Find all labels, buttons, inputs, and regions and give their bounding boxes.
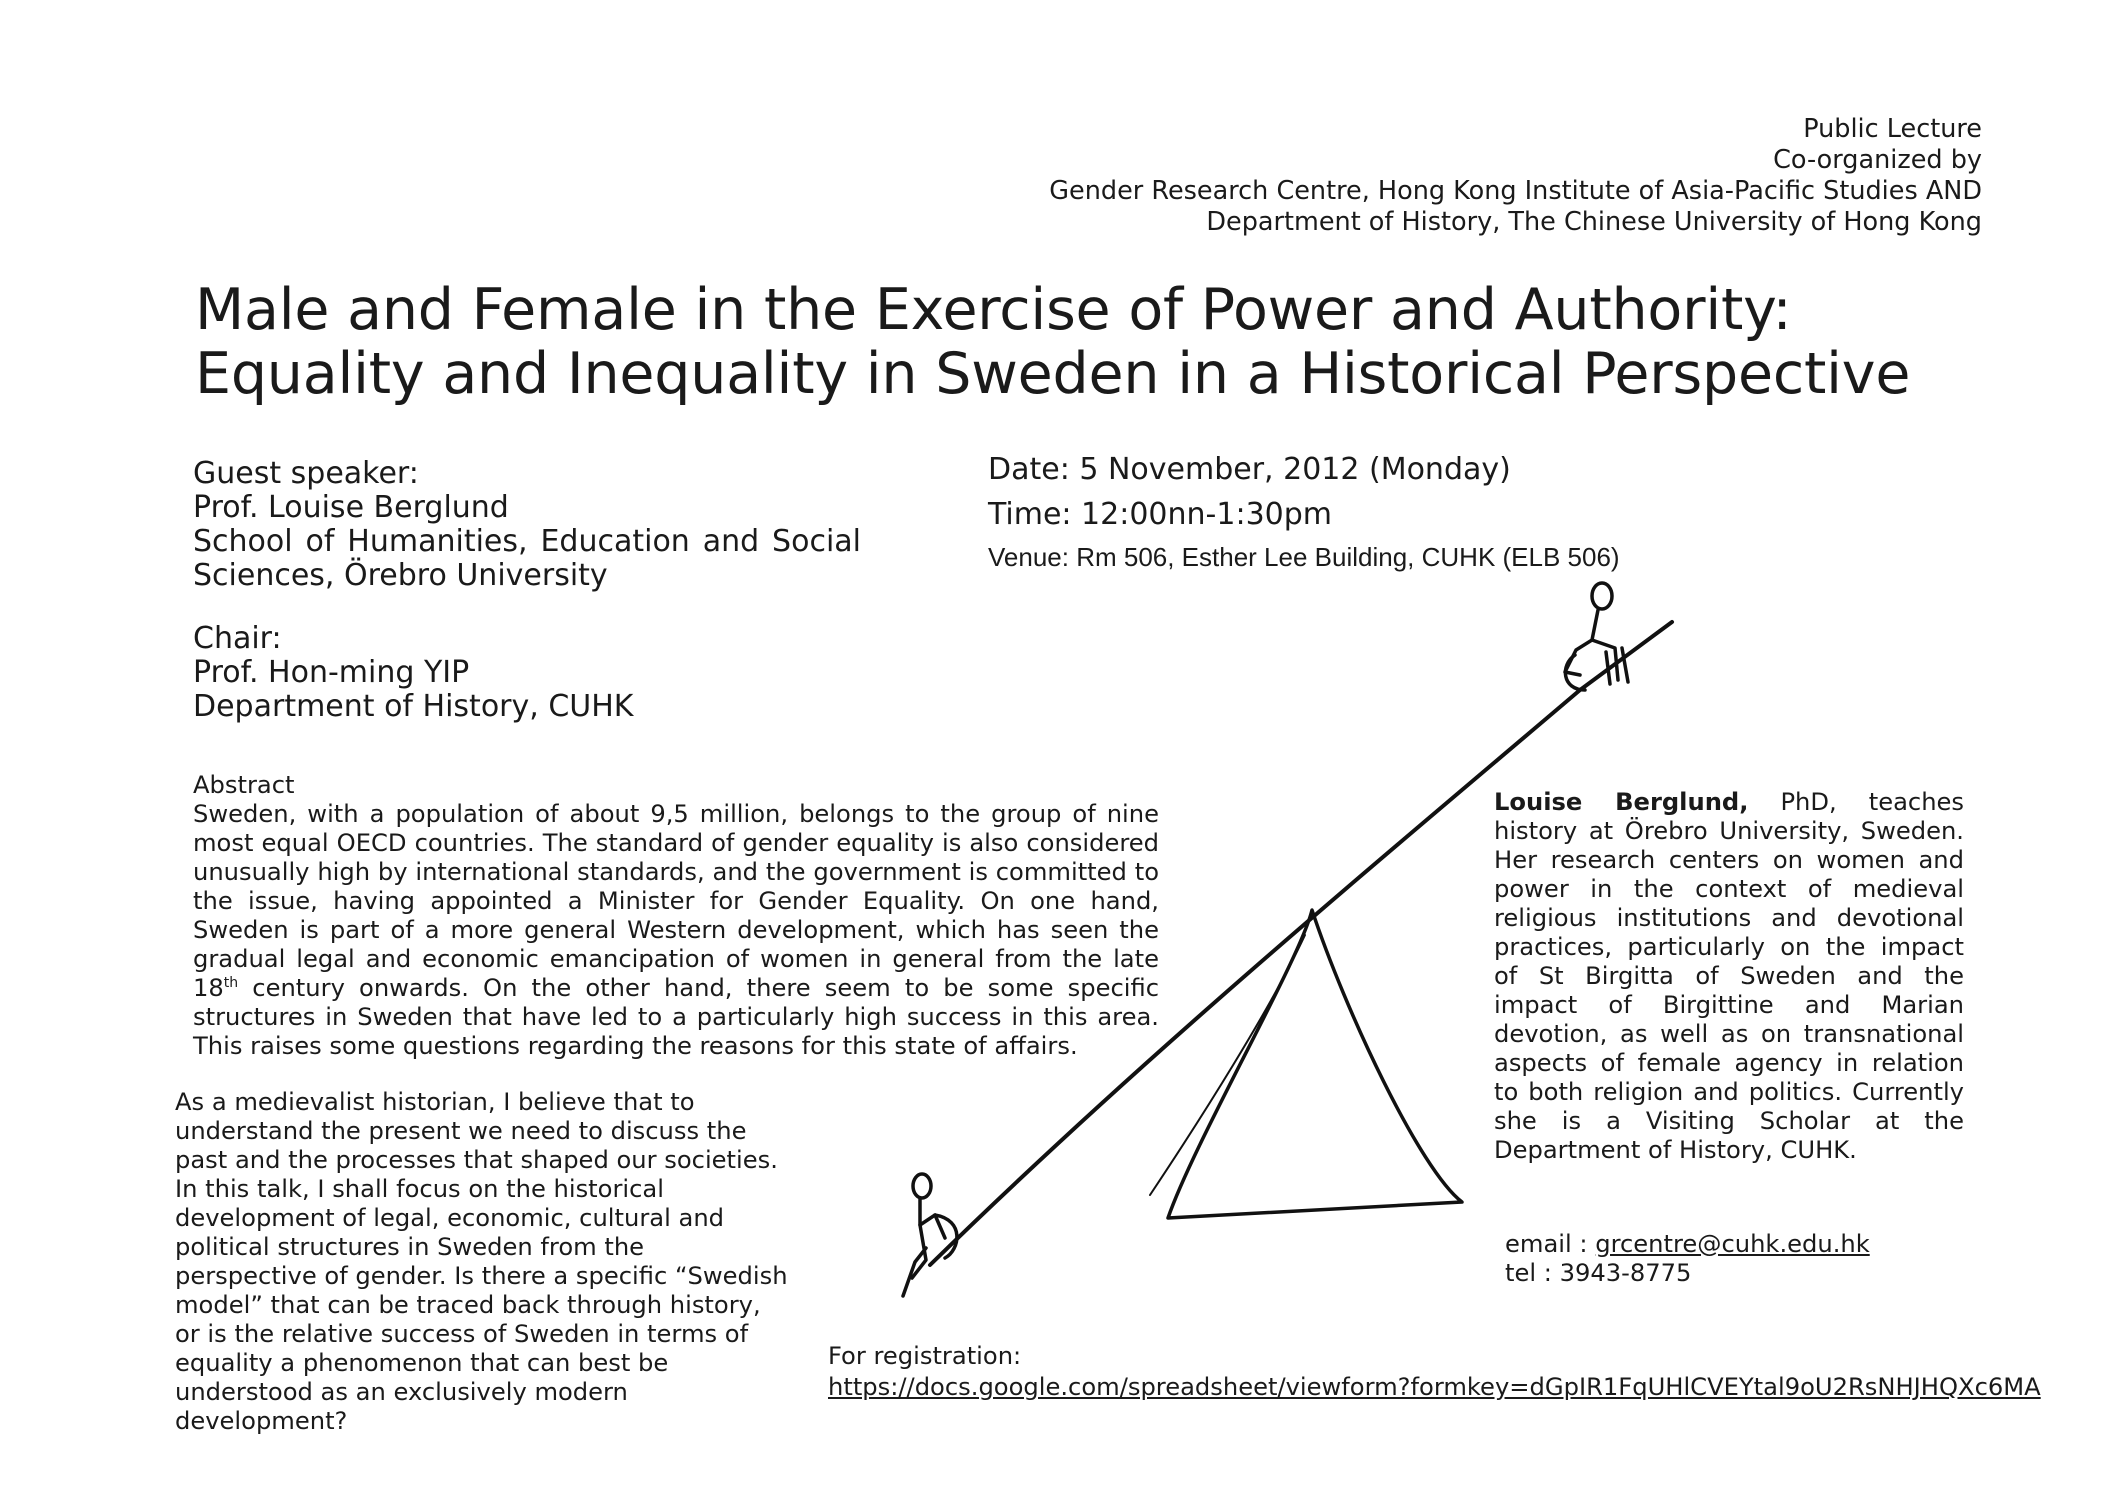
chair-name: Prof. Hon-ming YIP xyxy=(193,655,470,690)
speaker-name: Prof. Louise Berglund xyxy=(193,490,509,525)
header-line-4: Department of History, The Chinese University of Hong Kong xyxy=(1206,207,1982,237)
title-line-2: Equality and Inequality in Sweden in a Historical Perspective xyxy=(195,341,1911,407)
upper-figure xyxy=(1565,583,1628,690)
header-line-2: Co-organized by xyxy=(1773,145,1982,175)
bio-name: Louise Berglund, xyxy=(1494,788,1749,816)
header-line-3: Gender Research Centre, Hong Kong Institute of Asia-Pacific Studies AND xyxy=(1049,176,1982,206)
bio-text: PhD, teaches history at Örebro University, Sweden. Her research centers on women and power in the context of medieval religious institutions and devotional practices, particularly on the impact of St Birgitta of Sweden and the impact of Birgittine and Marian devotion, as well as on transnational aspects of female agency in relation to both religion and politics. Currently she is a Visiting Scholar at the Department of History, CUHK. xyxy=(1494,788,1965,1164)
chair-block xyxy=(193,622,633,724)
abstract-paragraph-2: As a medievalist historian, I believe that to understand the present we need to discuss the past and the processes that shaped our societies. In this talk, I shall focus on the historical development of legal, economic, cultural and political structures in Sweden from the perspective of gender. Is there a specific “Swedish model” that can be traced back through history, or is the relative success of Sweden in terms of equality a phenomenon that can best be understood as an exclusively modern development? xyxy=(175,1088,788,1435)
event-time: Time: 12:00nn-1:30pm xyxy=(988,497,1333,532)
registration-link[interactable]: https://docs.google.com/spreadsheet/viewform?formkey=dGpIR1FqUHlCVEYtal9oU2RsNHJHQXc6MA xyxy=(828,1373,2041,1401)
abstract-text-part-1: Sweden, with a population of about 9,5 million, belongs to the group of nine most equal OECD countries. The standard of gender equality is also considered unusually high by international standards, and the government is committed to the issue, having appointed a Minister for Gender Equality. On one hand, Sweden is part of a more general Western development, which has seen the gradual legal and economic emancipation of women in general from the late 18 xyxy=(193,800,1159,1002)
abstract-superscript: th xyxy=(223,974,239,991)
speaker-bio xyxy=(1494,788,1964,1165)
organizer-header xyxy=(1049,114,1982,238)
event-venue: Venue: Rm 506, Esther Lee Building, CUHK (ELB 506) xyxy=(988,542,1620,572)
guest-speaker-block xyxy=(193,457,861,593)
speaker-label: Guest speaker: xyxy=(193,456,419,491)
email-label: email : xyxy=(1505,1230,1596,1258)
chair-department: Department of History, CUHK xyxy=(193,689,634,724)
abstract-paragraph-1 xyxy=(193,800,1159,1061)
lower-figure xyxy=(903,1174,957,1296)
registration-label: For registration: xyxy=(828,1342,1022,1370)
abstract-text-part-2: century onwards. On the other hand, there seem to be some specific structures in Sweden that have led to a particularly high success in this area. This raises some questions regarding the reasons for this state of affairs. xyxy=(193,974,1159,1060)
contact-block xyxy=(1505,1230,1870,1288)
event-date: Date: 5 November, 2012 (Monday) xyxy=(988,452,1511,487)
registration-block xyxy=(828,1341,2041,1403)
speaker-affiliation: School of Humanities, Education and Social Sciences, Örebro University xyxy=(193,524,861,593)
email-link[interactable]: grcentre@cuhk.edu.hk xyxy=(1595,1230,1870,1258)
tel-line: tel : 3943-8775 xyxy=(1505,1259,1692,1287)
fulcrum-triangle xyxy=(1168,910,1462,1218)
email-line xyxy=(1505,1230,1870,1259)
lecture-title xyxy=(195,278,1910,406)
event-details xyxy=(988,447,1620,577)
abstract-heading: Abstract xyxy=(193,771,295,799)
title-line-1: Male and Female in the Exercise of Power and Authority: xyxy=(195,277,1792,343)
abstract-block xyxy=(193,771,1159,1061)
chair-label: Chair: xyxy=(193,621,282,656)
header-line-1: Public Lecture xyxy=(1803,114,1982,144)
